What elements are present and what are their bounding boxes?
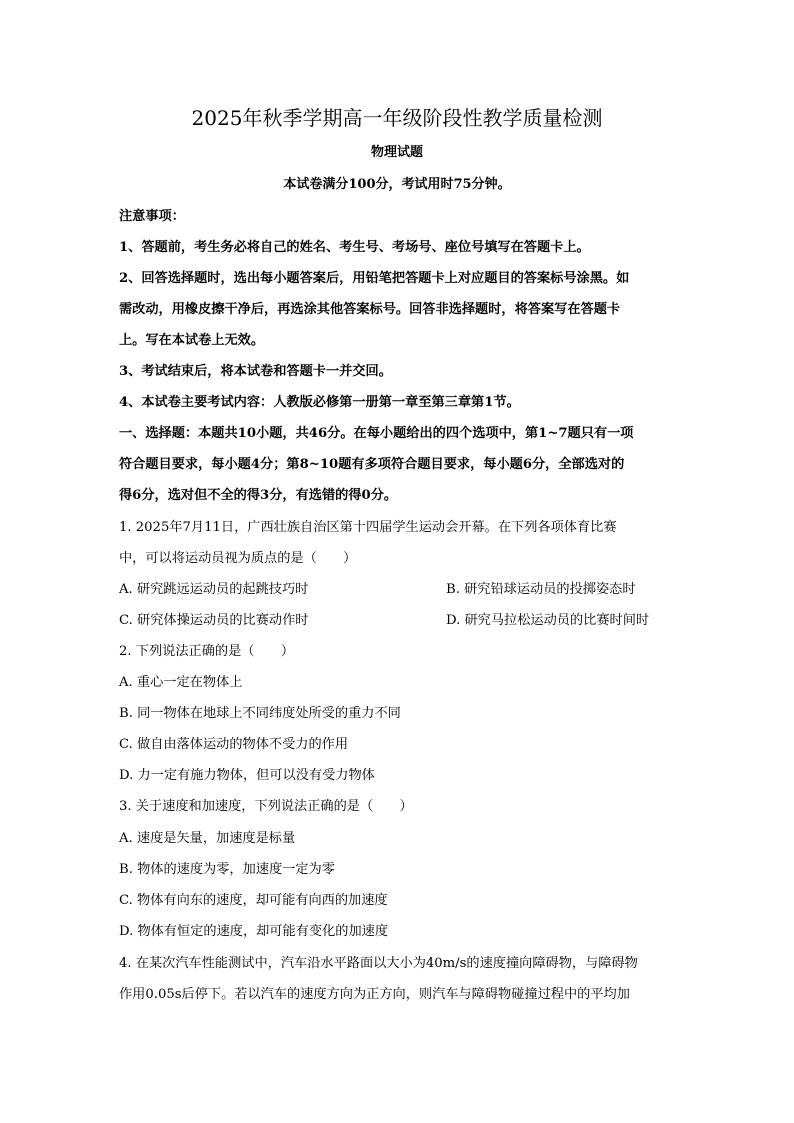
- question-2-option-a: A. 重心一定在物体上: [119, 675, 243, 690]
- question-3-option-b: B. 物体的速度为零，加速度一定为零: [119, 862, 335, 877]
- question-1-stem-line-1: 1. 2025年7月11日，广西壮族自治区第十四届学生运动会开幕。在下列各项体育比赛: [119, 520, 617, 535]
- note-item-4: 4、本试卷主要考试内容：人教版必修第一册第一章至第三章第1节。: [119, 395, 520, 410]
- note-item-2-line-2: 需改动，用橡皮擦干净后，再选涂其他答案标号。回答非选择题时，将答案写在答题卡: [119, 302, 621, 317]
- question-4-stem-line-1: 4. 在某次汽车性能测试中，汽车沿水平路面以大小为40m/s的速度撞向障碍物，与障碍物: [119, 956, 638, 971]
- question-2-option-c: C. 做自由落体运动的物体不受力的作用: [119, 737, 349, 752]
- question-2-option-b: B. 同一物体在地球上不同纬度处所受的重力不同: [119, 706, 401, 721]
- section-instructions-line-2: 符合题目要求，每小题4分；第8~10题有多项符合题目要求，每小题6分，全部选对的: [119, 457, 625, 472]
- question-1-option-d: D. 研究马拉松运动员的比赛时间时: [446, 613, 650, 628]
- exam-info: 本试卷满分100分，考试用时75分钟。: [283, 177, 511, 192]
- question-1-option-a: A. 研究跳远运动员的起跳技巧时: [119, 582, 309, 597]
- question-3-stem: 3. 关于速度和加速度，下列说法正确的是（ ）: [119, 799, 413, 814]
- note-item-2-line-1: 2、回答选择题时，选出每小题答案后，用铅笔把答题卡上对应题目的答案标号涂黑。如: [119, 271, 630, 286]
- question-3-option-d: D. 物体有恒定的速度，却可能有变化的加速度: [119, 924, 389, 939]
- question-2-stem: 2. 下列说法正确的是（ ）: [119, 644, 295, 659]
- question-2-option-d: D. 力一定有施力物体，但可以没有受力物体: [119, 768, 375, 783]
- subject-title: 物理试题: [370, 145, 423, 160]
- question-1-stem-line-2: 中，可以将运动员视为质点的是（ ）: [119, 551, 357, 566]
- question-3-option-a: A. 速度是矢量，加速度是标量: [119, 831, 296, 846]
- question-1-option-b: B. 研究铅球运动员的投掷姿态时: [446, 582, 636, 597]
- note-item-1: 1、答题前，考生务必将自己的姓名、考生号、考场号、座位号填写在答题卡上。: [119, 240, 590, 255]
- notes-heading: 注意事项：: [119, 209, 185, 224]
- question-1-option-c: C. 研究体操运动员的比赛动作时: [119, 613, 309, 628]
- note-item-3: 3、考试结束后，将本试卷和答题卡一并交回。: [119, 364, 392, 379]
- section-instructions-line-1: 一、选择题：本题共10小题，共46分。在每小题给出的四个选项中，第1~7题只有一项: [119, 426, 634, 441]
- question-4-stem-line-2: 作用0.05s后停下。若以汽车的速度方向为正方向，则汽车与障碍物碰撞过程中的平均加: [119, 987, 630, 1002]
- section-instructions-line-3: 得6分，选对但不全的得3分，有选错的得0分。: [119, 488, 398, 503]
- page-title: 2025年秋季学期高一年级阶段性教学质量检测: [191, 106, 603, 130]
- note-item-2-line-3: 上。写在本试卷上无效。: [119, 333, 265, 348]
- question-3-option-c: C. 物体有向东的速度，却可能有向西的加速度: [119, 893, 388, 908]
